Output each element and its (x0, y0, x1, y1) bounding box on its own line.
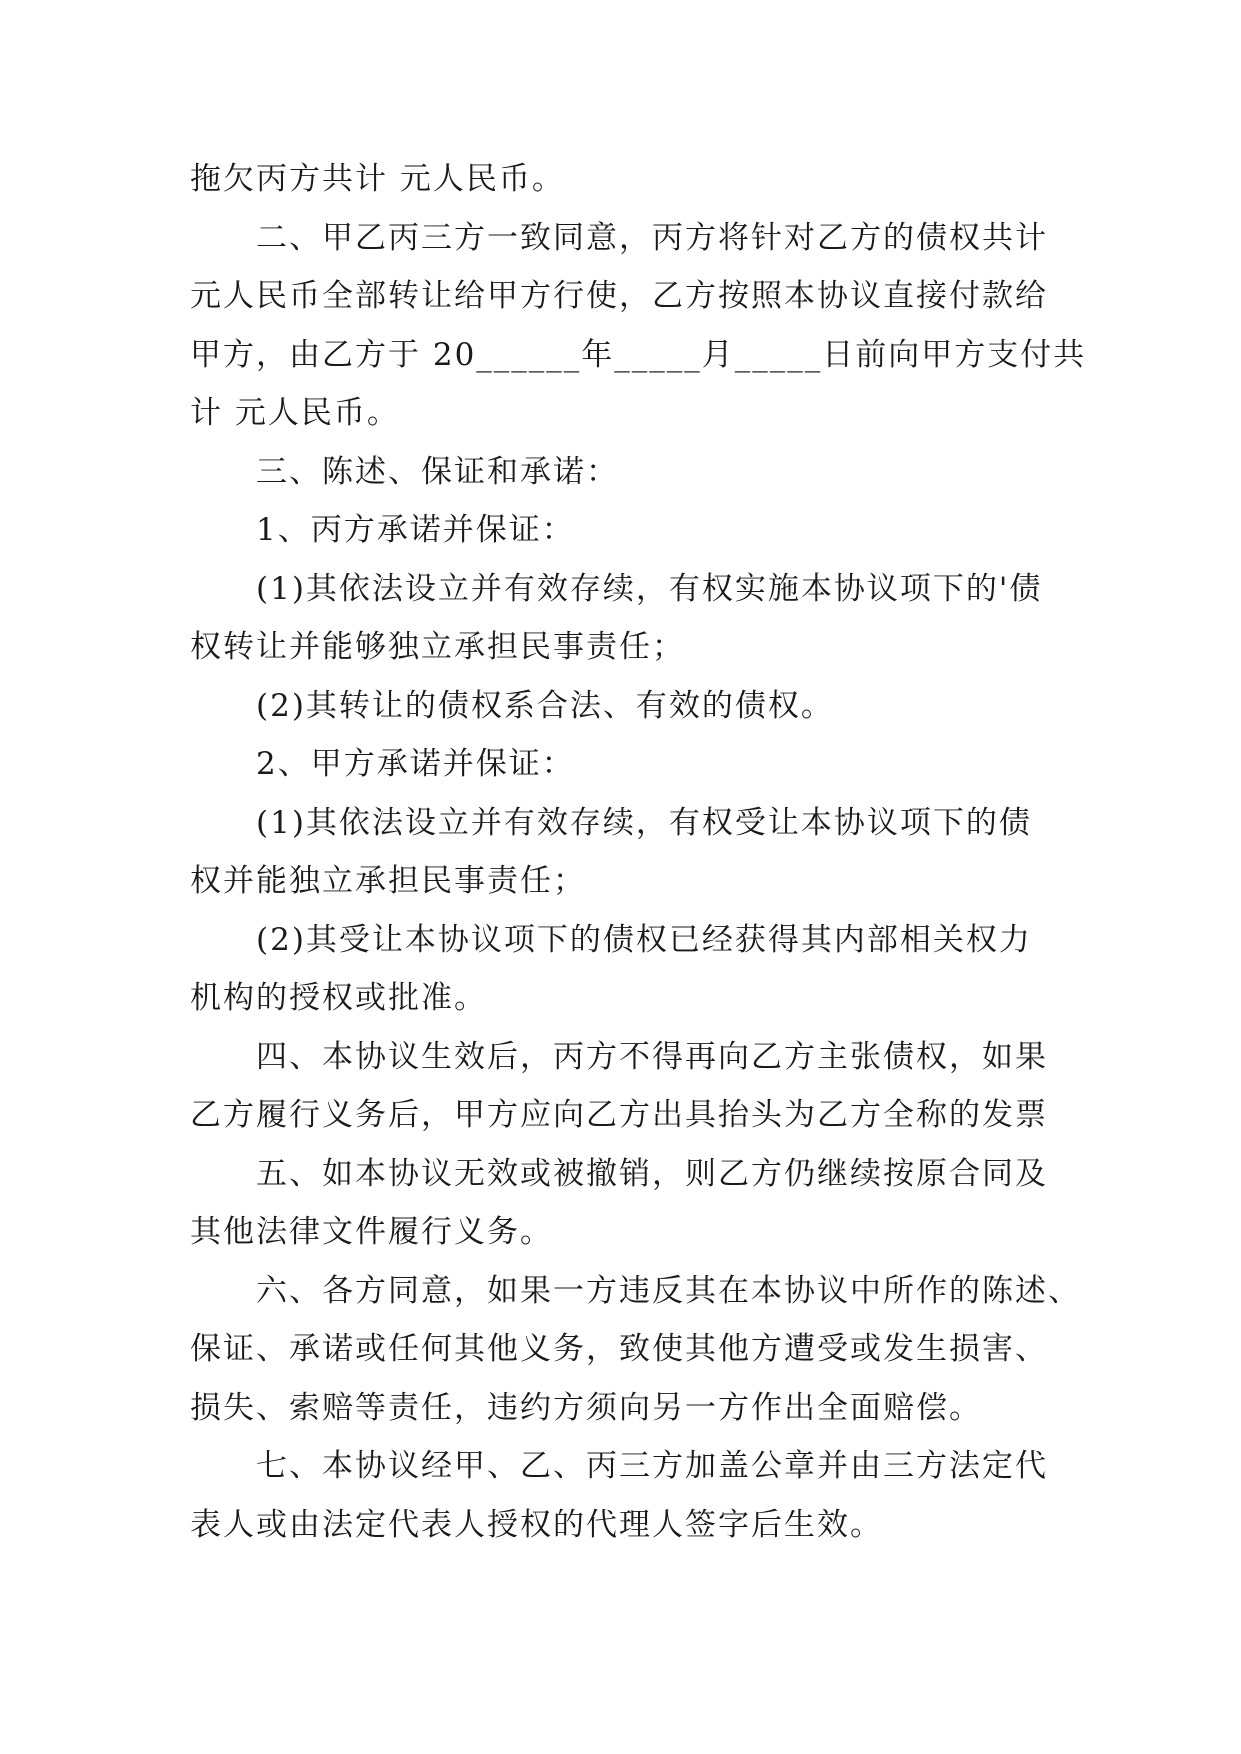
text-line: (2)其转让的债权系合法、有效的债权。 (256, 687, 834, 724)
text-line: 四、本协议生效后，丙方不得再向乙方主张债权，如果 (256, 1038, 1048, 1075)
text-line: 五、如本协议无效或被撤销，则乙方仍继续按原合同及 (256, 1155, 1048, 1192)
text-line: 权并能独立承担民事责任； (190, 863, 586, 899)
text-line: 损失、索赔等责任，违约方须向另一方作出全面赔偿。 (190, 1389, 982, 1426)
text-line: 七、本协议经甲、乙、丙三方加盖公章并由三方法定代 (256, 1448, 1048, 1484)
text-line: (1)其依法设立并有效存续，有权实施本协议项下的'债 (256, 570, 1043, 607)
text-line: 计 元人民币。 (190, 395, 400, 431)
text-line: 其他法律文件履行义务。 (190, 1214, 553, 1250)
text-line: (2)其受让本协议项下的债权已经获得其内部相关权力 (256, 921, 1032, 958)
text-line: 权转让并能够独立承担民事责任； (190, 629, 685, 665)
text-line: 元人民币全部转让给甲方行使，乙方按照本协议直接付款给 (190, 278, 1048, 314)
text-line: 乙方履行义务后，甲方应向乙方出具抬头为乙方全称的发票 (190, 1097, 1048, 1133)
text-line: 六、各方同意，如果一方违反其在本协议中所作的陈述、 (256, 1272, 1081, 1309)
text-line: 表人或由法定代表人授权的代理人签字后生效。 (190, 1506, 883, 1543)
text-line: (1)其依法设立并有效存续，有权受让本协议项下的债 (256, 804, 1032, 841)
document-body (190, 150, 1087, 1554)
text-line: 甲方，由乙方于 20______年_____月_____日前向甲方支付共 (190, 336, 1087, 373)
text-line: 保证、承诺或任何其他义务，致使其他方遭受或发生损害、 (190, 1331, 1048, 1367)
text-line: 拖欠丙方共计 元人民币。 (190, 161, 565, 197)
text-line: 机构的授权或批准。 (190, 980, 487, 1016)
subsection-heading: 2、甲方承诺并保证： (256, 746, 575, 782)
text-line: 二、甲乙丙三方一致同意，丙方将针对乙方的债权共计 (256, 219, 1048, 256)
subsection-heading: 1、丙方承诺并保证： (256, 512, 575, 548)
section-heading: 三、陈述、保证和承诺： (256, 453, 619, 490)
